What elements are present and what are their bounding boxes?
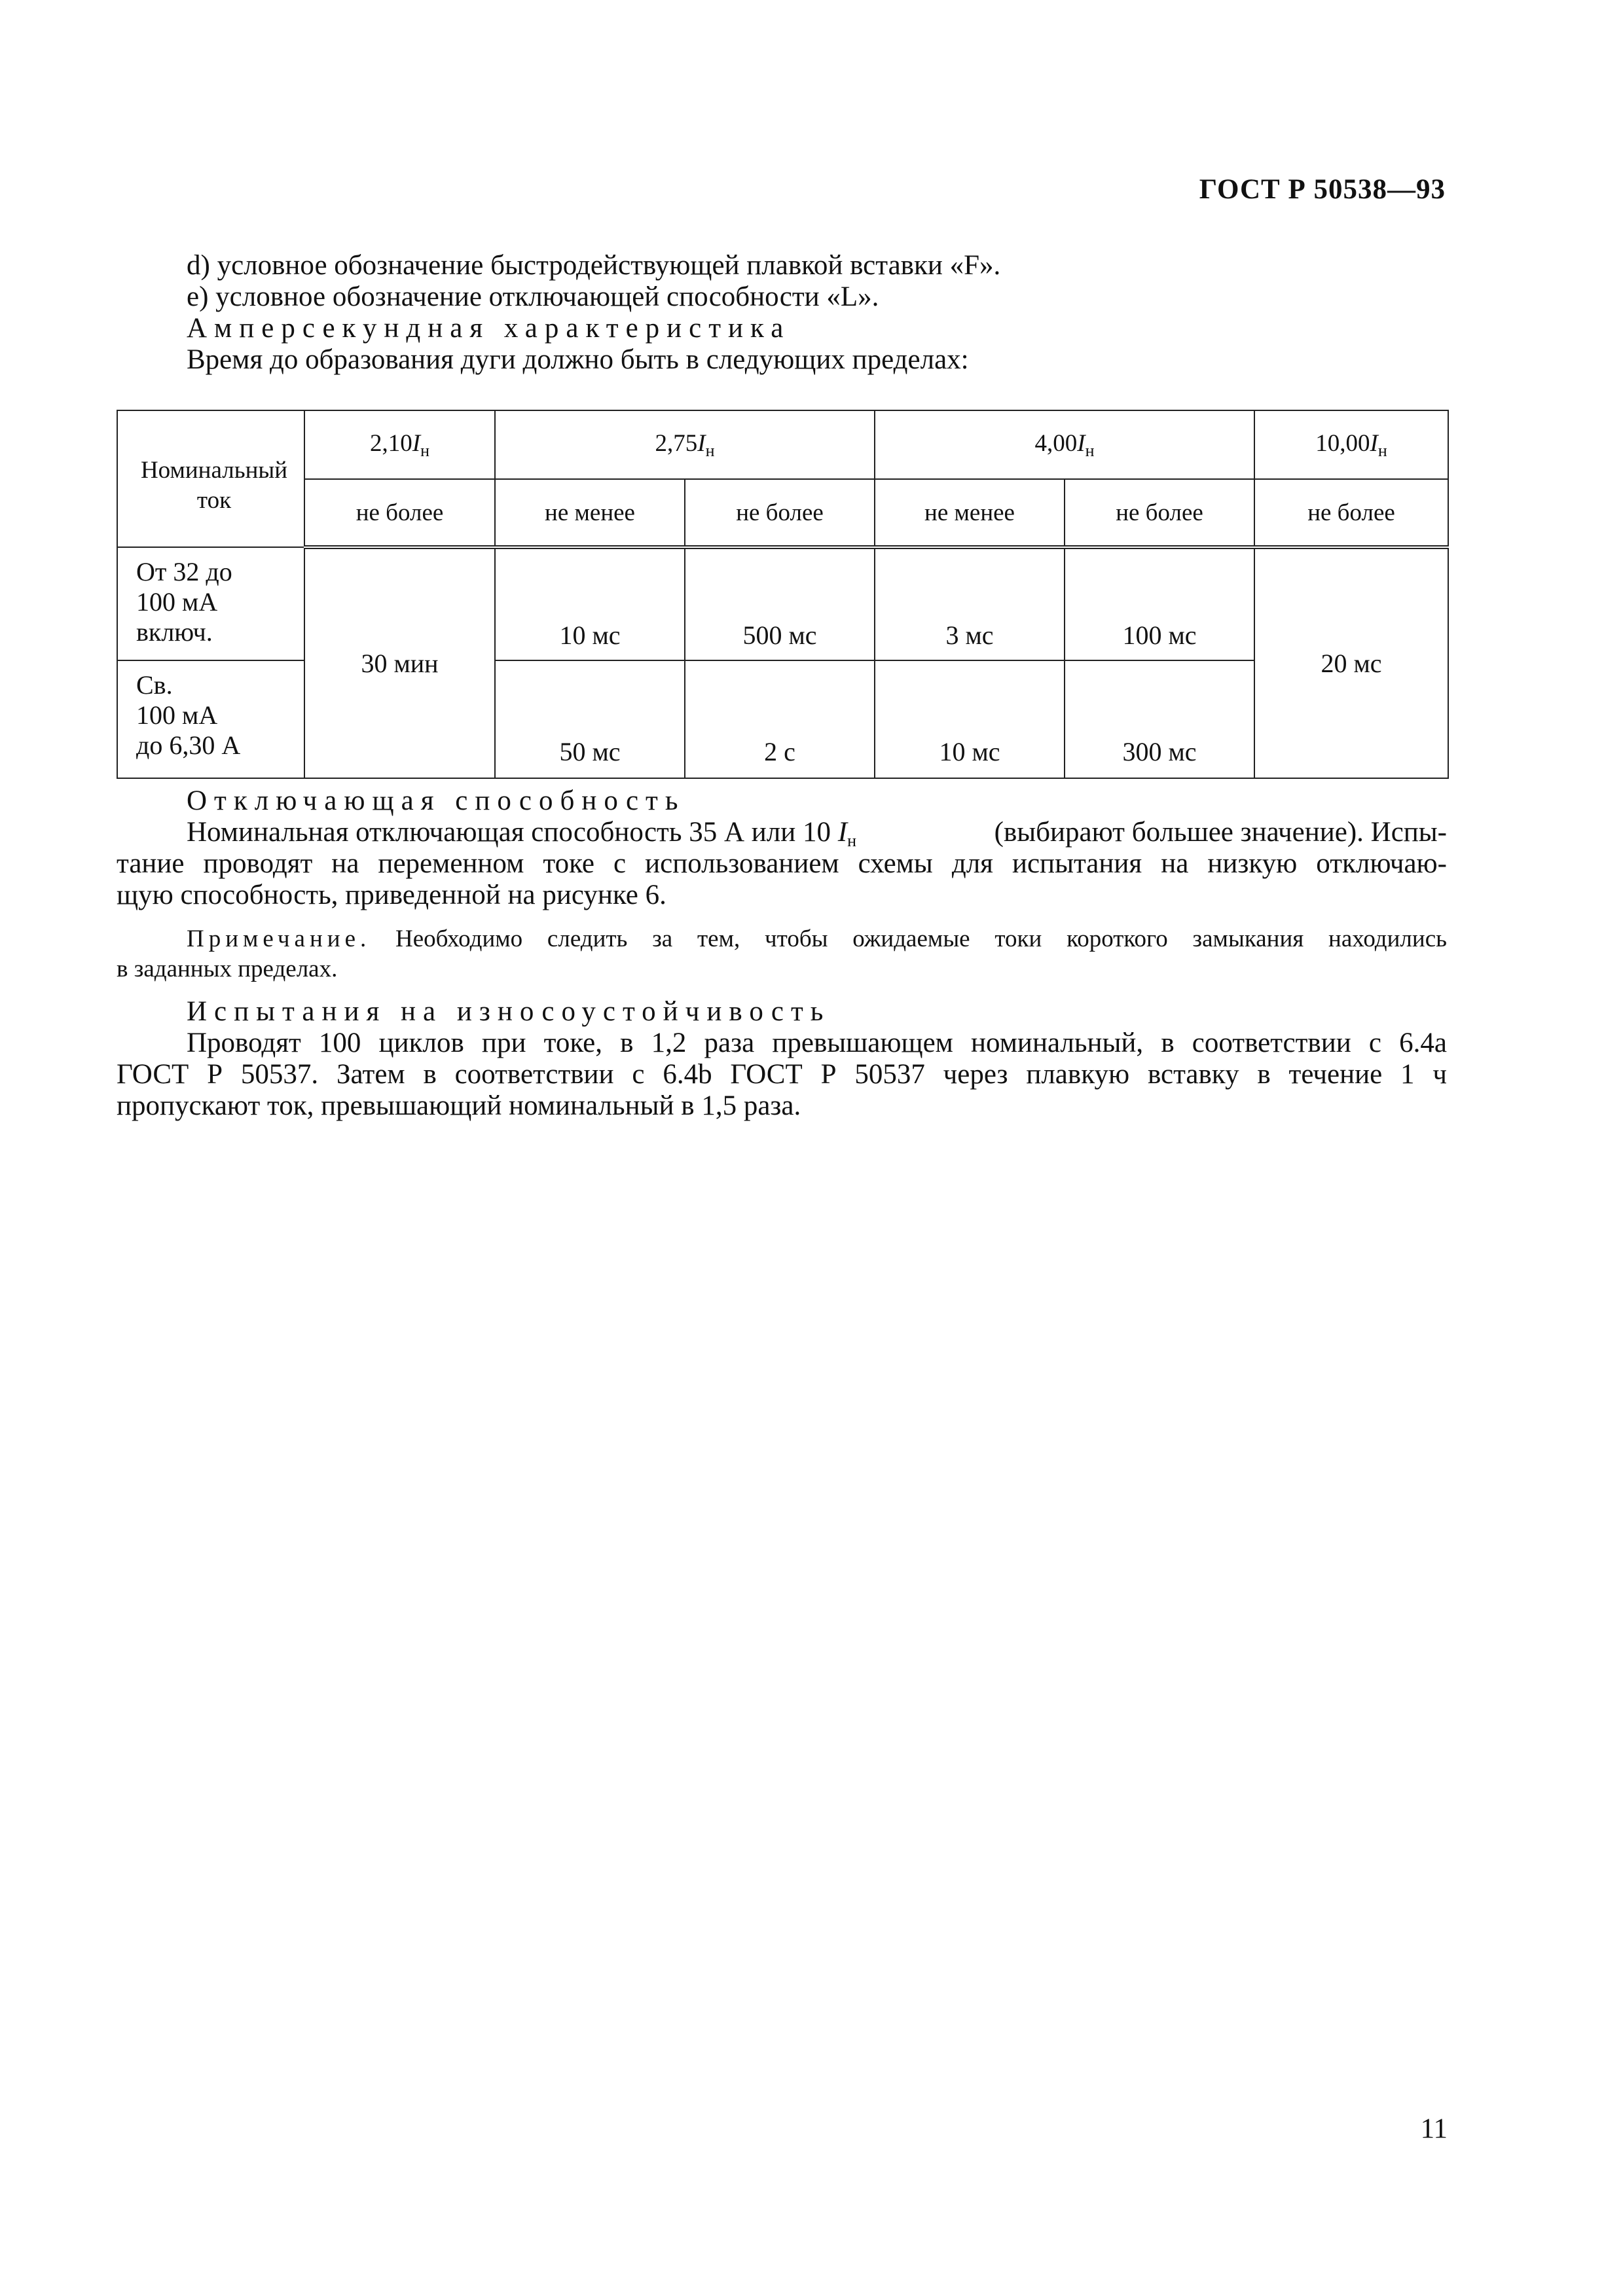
row-label-line: Св. [136,670,173,700]
row-label [117,547,304,660]
limit-label: не более [304,479,495,547]
table-cell: 2 с [685,660,875,778]
table-cell: 300 мс [1065,660,1254,778]
header-multiplier-275 [495,410,875,479]
breaking-line-3: щую способность, приведенной на рисунке 6. [117,880,666,910]
current-symbol: I [1370,429,1378,457]
wear-line-1: Проводят 100 циклов при токе, в 1,2 раза превышающем номинальный, в соответствии с 6.4а [187,1028,1447,1058]
breaking-line-2: тание проводят на переменном токе с использованием схемы для испытания на низкую отключаю- [117,848,1447,879]
corner-header [117,410,304,547]
current-subscript: н [847,831,856,850]
note-line-2: в заданных пределах. [117,956,338,982]
limit-label: не более [685,479,875,547]
header-multiplier-1000 [1254,410,1448,479]
table-row [117,547,1448,660]
row-label-line: 100 мА [136,700,218,730]
heading-wear-test: Испытания на износоустойчивость [187,996,831,1027]
corner-label: Номинальный ток [140,457,288,514]
current-subscript: н [1085,440,1095,460]
multiplier-value: 4,00 [1034,429,1078,457]
current-subscript: н [1377,440,1387,460]
time-limits-text: Время до образования дуги должно быть в следующих пределах: [187,344,969,375]
limit-label: не более [1065,479,1254,547]
header-multiplier-210 [304,410,495,479]
note-line-1 [187,924,1447,954]
current-subscript: н [420,440,429,460]
table-cell: 10 мс [495,547,685,660]
row-label [117,660,304,778]
merged-value-1000: 20 мс [1254,547,1448,778]
heading-ampere-second: Амперсекундная характеристика [187,313,791,344]
table-cell: 100 мс [1065,547,1254,660]
wear-line-3: пропускают ток, превышающий номинальный в 1,5 раза. [117,1090,801,1121]
limit-label: не более [1254,479,1448,547]
row-label-line: 100 мА [136,587,218,617]
multiplier-value: 10,00 [1315,429,1370,457]
table-cell: 500 мс [685,547,875,660]
document-code: ГОСТ Р 50538—93 [1199,174,1446,205]
note-label: Примечание. [187,925,371,952]
current-subscript: н [705,440,715,460]
current-symbol: I [697,429,706,457]
table-header-row [117,410,1448,479]
heading-breaking-capacity: Отключающая способность [187,785,685,816]
item-e: e) условное обозначение отключающей способности «L». [187,281,879,312]
note-text: Необходимо следить за тем, чтобы ожидаемые токи короткого замыкания находились [395,925,1447,952]
limit-label: не менее [875,479,1065,547]
table-cell: 50 мс [495,660,685,778]
page-number: 11 [1420,2113,1448,2144]
prearcing-time-table [117,410,1449,779]
row-label-line: От 32 до [136,557,232,586]
multiplier-value: 2,10 [370,429,412,457]
multiplier-value: 2,75 [655,429,698,457]
table-cell: 3 мс [875,547,1065,660]
current-symbol: I [1077,429,1085,457]
table-limit-row [117,479,1448,547]
breaking-text-a: Номинальная отключающая способность 35 А или 10 [187,817,831,848]
row-label-line: до 6,30 А [136,730,241,760]
breaking-text-b: (выбирают большее значение). Испы- [994,817,1447,848]
current-symbol: I [412,429,421,457]
item-d: d) условное обозначение быстродействующей плавкой вставки «F». [187,250,1001,281]
row-label-line: включ. [136,617,213,647]
limit-label: не менее [495,479,685,547]
current-symbol: I [837,817,848,848]
header-multiplier-400 [875,410,1254,479]
wear-line-2: ГОСТ Р 50537. Затем в соответствии с 6.4b ГОСТ Р 50537 через плавкую вставку в течение 1 ч [117,1059,1447,1090]
merged-value-210: 30 мин [304,547,495,778]
table-cell: 10 мс [875,660,1065,778]
